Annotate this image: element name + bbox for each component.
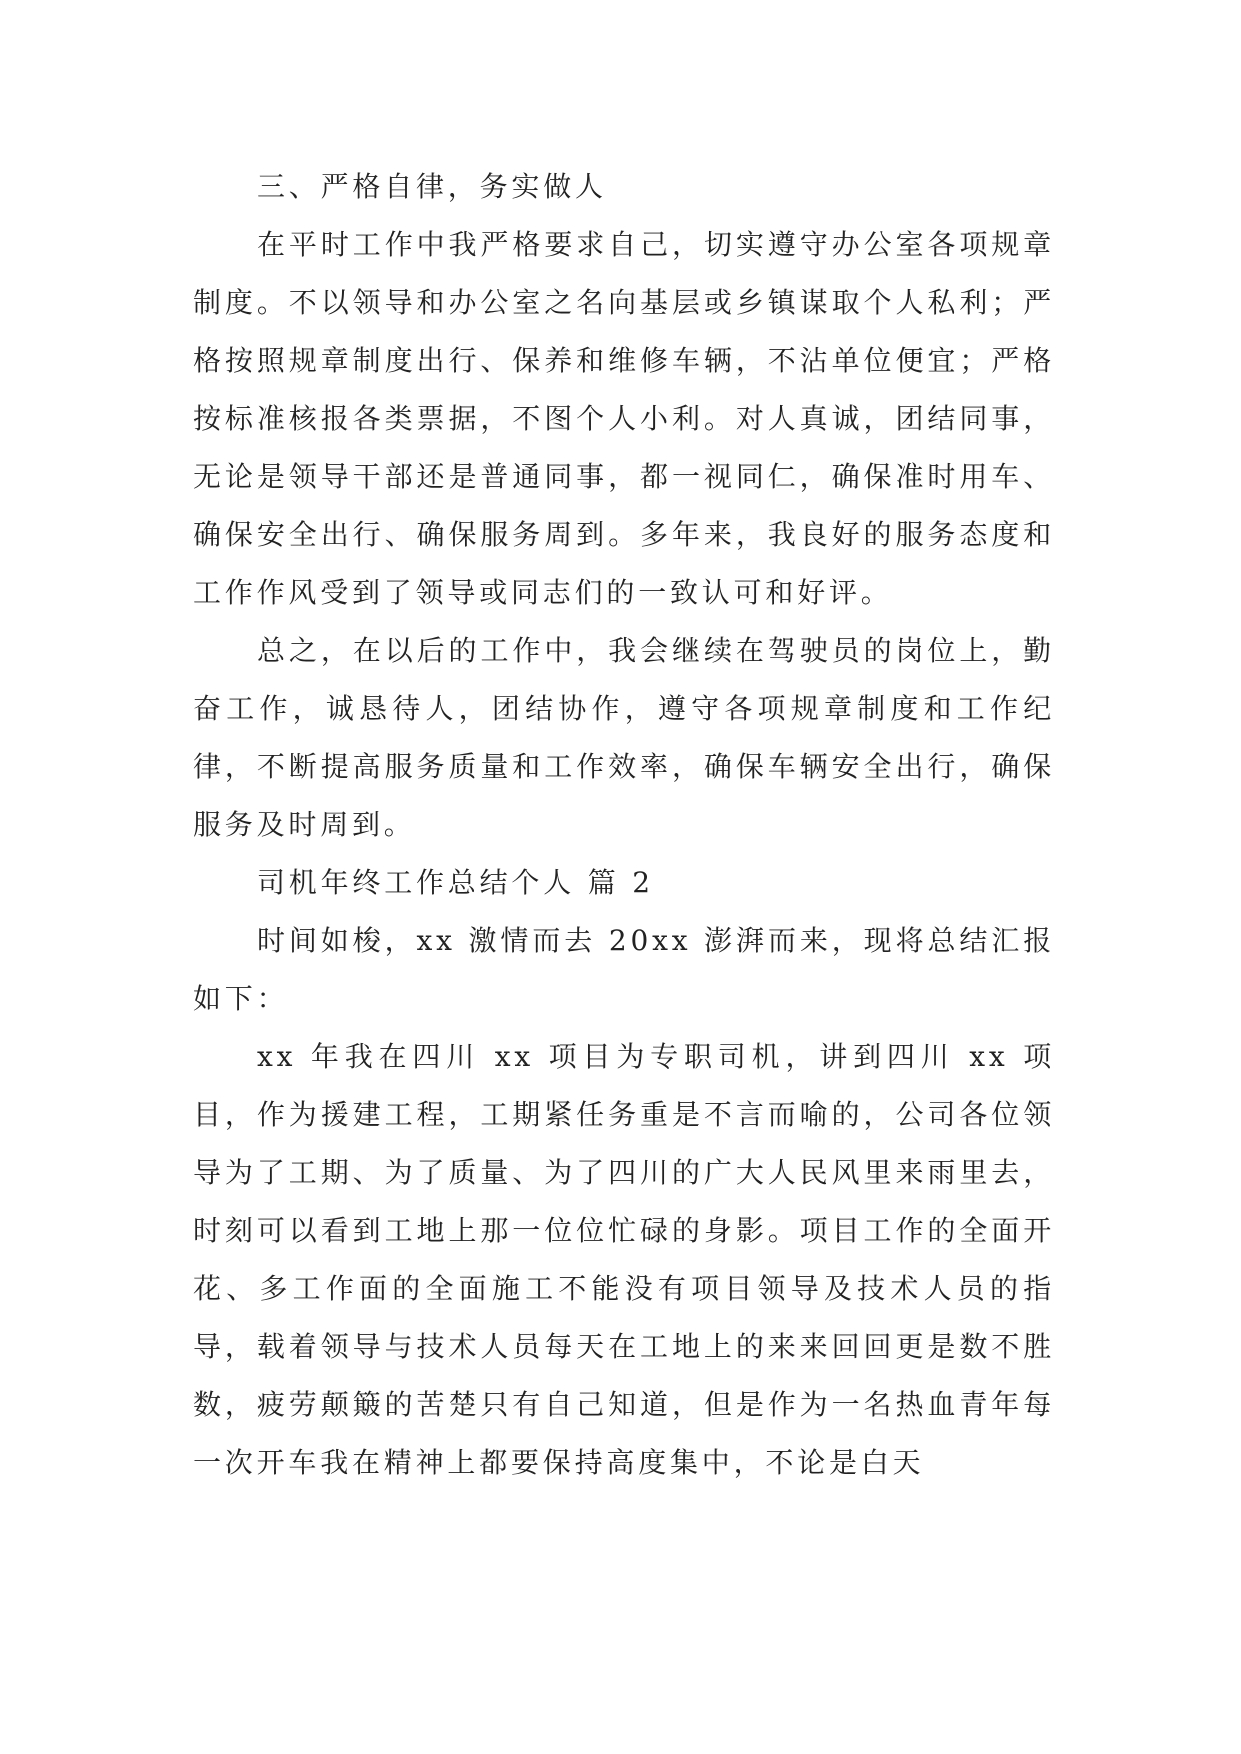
document-page xyxy=(193,158,1055,1492)
section-heading: 三、严格自律，务实做人 xyxy=(257,170,607,203)
article-title: 司机年终工作总结个人 篇 2 xyxy=(257,866,654,899)
paragraph-project: xx 年我在四川 xx 项目为专职司机，讲到四川 xx 项目，作为援建工程，工期紧任务重是不言而喻的，公司各位领导为了工期、为了质量、为了四川的广大人民风里来雨里去，时刻可以看到工地上那一位位忙碌的身影。项目工作的全面开花、多工作面的全面施工不能没有项目领导及技术人员的指导，载着领导与技术人员每天在工地上的来来回回更是数不胜数，疲劳颠簸的苦楚只有自己知道，但是作为一名热血青年每一次开车我在精神上都要保持高度集中，不论是白天 xyxy=(193,1040,1055,1479)
paragraph-discipline: 在平时工作中我严格要求自己，切实遵守办公室各项规章制度。不以领导和办公室之名向基层或乡镇谋取个人私利；严格按照规章制度出行、保养和维修车辆，不沾单位便宜；严格按标准核报各类票据，不图个人小利。对人真诚，团结同事，无论是领导干部还是普通同事，都一视同仁，确保准时用车、确保安全出行、确保服务周到。多年来，我良好的服务态度和工作作风受到了领导或同志们的一致认可和好评。 xyxy=(193,228,1055,609)
paragraph-conclusion: 总之，在以后的工作中，我会继续在驾驶员的岗位上，勤奋工作，诚恳待人，团结协作，遵守各项规章制度和工作纪律，不断提高服务质量和工作效率，确保车辆安全出行，确保服务及时周到。 xyxy=(193,634,1055,841)
paragraph-intro: 时间如梭，xx 激情而去 20xx 澎湃而来，现将总结汇报如下： xyxy=(193,924,1055,1015)
